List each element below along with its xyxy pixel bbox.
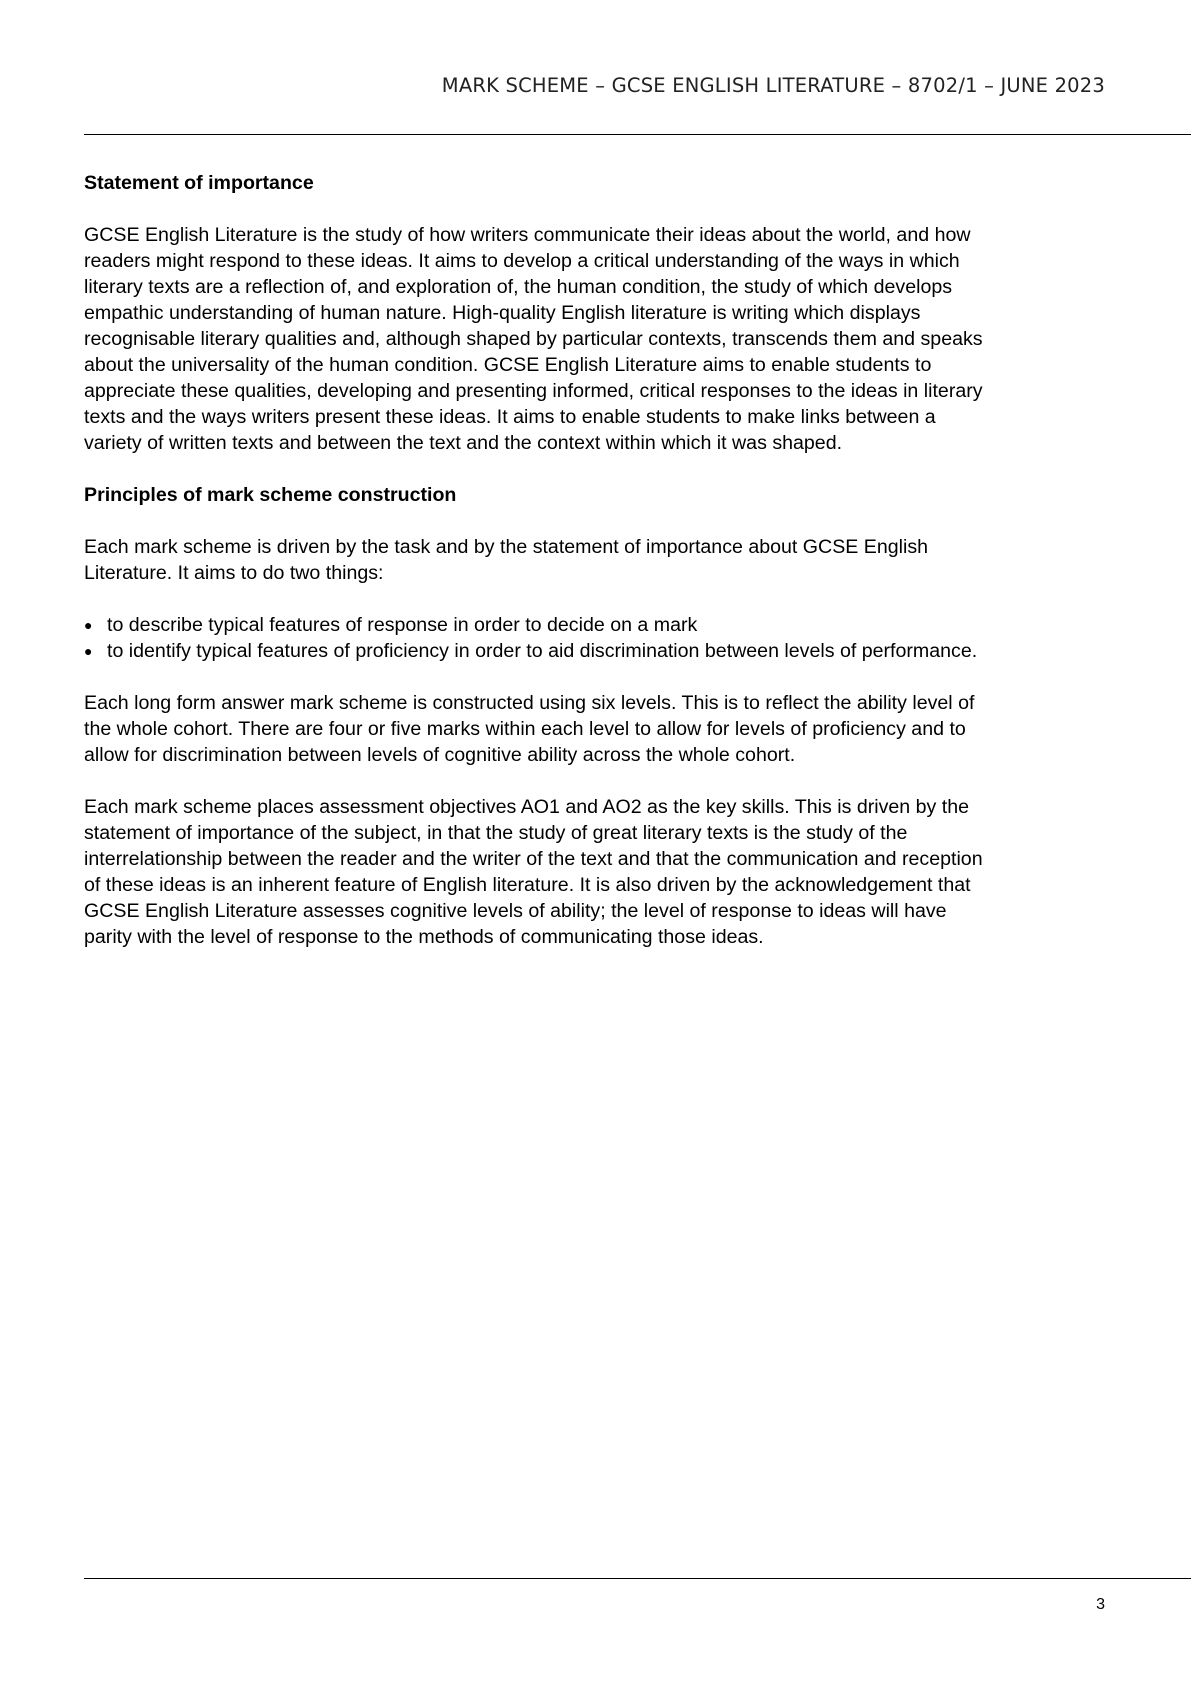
objectives-paragraph: Each mark scheme places assessment objectives AO1 and AO2 as the key skills. This is driven by the statement of importance of the subject, in that the study of great literary texts is the study of the interrelationship between the reader and the writer of the text and that the communication and reception of these ideas is an inherent feature of English literature. It is also driven by the acknowledgement that GCSE English Literature assesses cognitive levels of ability; the level of response to ideas will have parity with the level of response to the methods of communicating those ideas.	[84, 796, 983, 948]
list-item	[84, 638, 1114, 664]
principles-bullet-list	[84, 612, 1114, 664]
list-item-text: to describe typical features of response in order to decide on a mark	[107, 614, 698, 636]
list-item-text: to identify typical features of proficiency in order to aid discrimination between levels of performance.	[107, 640, 978, 662]
importance-paragraph: GCSE English Literature is the study of how writers communicate their ideas about the world, and how readers might respond to these ideas. It aims to develop a critical understanding of the ways in which literary texts are a reflection of, and exploration of, the human condition, the study of which develops empathic understanding of human nature. High-quality English literature is writing which displays recognisable literary qualities and, although shaped by particular contexts, transcends them and speaks about the universality of the human condition. GCSE English Literature aims to enable students to appreciate these qualities, developing and presenting informed, critical responses to the ideas in literary texts and the ways writers present these ideas. It aims to enable students to make links between a variety of written texts and between the text and the context within which it was shaped.	[84, 224, 983, 454]
principles-intro-paragraph: Each mark scheme is driven by the task and by the statement of importance about GCSE English Literature. It aims to do two things:	[84, 536, 929, 584]
header-rule	[84, 134, 1191, 135]
page-content	[84, 170, 1114, 976]
page-number: 3	[1096, 1596, 1105, 1613]
bullet-icon: ●	[84, 617, 93, 633]
running-header: MARK SCHEME – GCSE ENGLISH LITERATURE – 8702/1 – JUNE 2023	[441, 74, 1105, 97]
footer-rule	[84, 1578, 1191, 1579]
levels-paragraph: Each long form answer mark scheme is constructed using six levels. This is to reflect the ability level of the whole cohort. There are four or five marks within each level to allow for levels of proficiency and to allow for discrimination between levels of cognitive ability across the whole cohort.	[84, 692, 975, 766]
bullet-icon: ●	[84, 643, 93, 659]
section-heading-principles: Principles of mark scheme construction	[84, 484, 457, 506]
list-item	[84, 612, 1114, 638]
section-heading-importance: Statement of importance	[84, 172, 314, 194]
